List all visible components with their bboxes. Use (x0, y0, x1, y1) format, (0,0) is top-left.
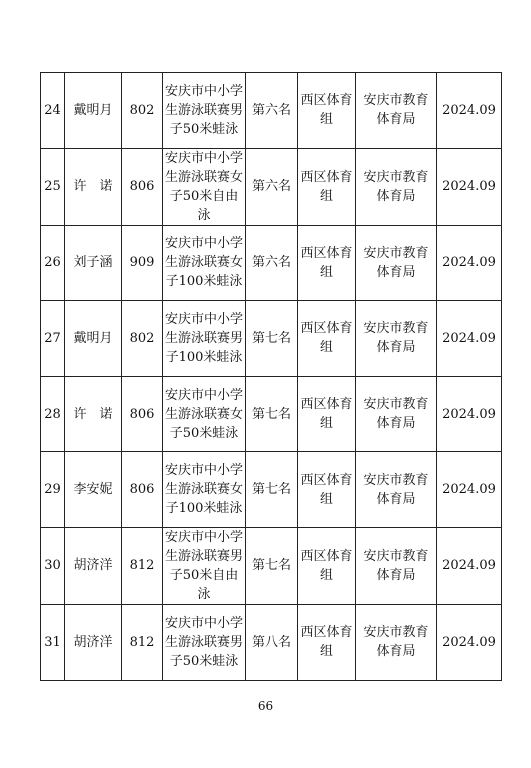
row-number-cell: 31 (41, 604, 65, 680)
coach-unit-cell: 西区体育组 (298, 225, 356, 301)
event-name-cell: 安庆市中小学生游泳联赛女子100米蛙泳 (163, 452, 246, 528)
class-number-cell: 812 (122, 604, 163, 680)
row-number-cell: 29 (41, 452, 65, 528)
award-date-cell: 2024.09 (437, 376, 502, 452)
table-row (41, 301, 502, 377)
issuing-authority-cell: 安庆市教育体育局 (356, 73, 437, 149)
table-row (41, 225, 502, 301)
award-date-cell: 2024.09 (437, 452, 502, 528)
coach-unit-cell: 西区体育组 (298, 301, 356, 377)
issuing-authority-cell: 安庆市教育体育局 (356, 452, 437, 528)
issuing-authority-cell: 安庆市教育体育局 (356, 604, 437, 680)
award-date-cell: 2024.09 (437, 527, 502, 604)
issuing-authority-cell: 安庆市教育体育局 (356, 148, 437, 225)
student-name-cell: 胡济洋 (65, 604, 122, 680)
award-rank-cell: 第七名 (246, 527, 298, 604)
student-name-cell: 刘子涵 (65, 225, 122, 301)
award-rank-cell: 第六名 (246, 148, 298, 225)
award-date-cell: 2024.09 (437, 604, 502, 680)
event-name-cell: 安庆市中小学生游泳联赛女子100米蛙泳 (163, 225, 246, 301)
row-number-cell: 25 (41, 148, 65, 225)
awards-table (40, 72, 502, 681)
award-rank-cell: 第七名 (246, 301, 298, 377)
event-name-cell: 安庆市中小学生游泳联赛女子50米蛙泳 (163, 376, 246, 452)
student-name-cell: 戴明月 (65, 301, 122, 377)
class-number-cell: 812 (122, 527, 163, 604)
awards-table-body (41, 73, 502, 681)
award-rank-cell: 第八名 (246, 604, 298, 680)
class-number-cell: 806 (122, 452, 163, 528)
class-number-cell: 802 (122, 301, 163, 377)
issuing-authority-cell: 安庆市教育体育局 (356, 527, 437, 604)
coach-unit-cell: 西区体育组 (298, 73, 356, 149)
table-row (41, 604, 502, 680)
award-rank-cell: 第六名 (246, 73, 298, 149)
row-number-cell: 28 (41, 376, 65, 452)
class-number-cell: 806 (122, 376, 163, 452)
class-number-cell: 802 (122, 73, 163, 149)
page-number: 66 (257, 699, 274, 713)
student-name-cell: 许 诺 (65, 376, 122, 452)
issuing-authority-cell: 安庆市教育体育局 (356, 376, 437, 452)
student-name-cell: 许 诺 (65, 148, 122, 225)
row-number-cell: 26 (41, 225, 65, 301)
table-row (41, 452, 502, 528)
coach-unit-cell: 西区体育组 (298, 148, 356, 225)
coach-unit-cell: 西区体育组 (298, 376, 356, 452)
row-number-cell: 27 (41, 301, 65, 377)
student-name-cell: 戴明月 (65, 73, 122, 149)
student-name-cell: 李安妮 (65, 452, 122, 528)
student-name-cell: 胡济洋 (65, 527, 122, 604)
event-name-cell: 安庆市中小学生游泳联赛男子100米蛙泳 (163, 301, 246, 377)
class-number-cell: 806 (122, 148, 163, 225)
row-number-cell: 30 (41, 527, 65, 604)
table-row (41, 527, 502, 604)
table-row (41, 376, 502, 452)
award-date-cell: 2024.09 (437, 148, 502, 225)
event-name-cell: 安庆市中小学生游泳联赛男子50米自由泳 (163, 527, 246, 604)
event-name-cell: 安庆市中小学生游泳联赛男子50米蛙泳 (163, 73, 246, 149)
table-row (41, 73, 502, 149)
award-date-cell: 2024.09 (437, 301, 502, 377)
coach-unit-cell: 西区体育组 (298, 604, 356, 680)
issuing-authority-cell: 安庆市教育体育局 (356, 225, 437, 301)
award-date-cell: 2024.09 (437, 73, 502, 149)
row-number-cell: 24 (41, 73, 65, 149)
coach-unit-cell: 西区体育组 (298, 452, 356, 528)
issuing-authority-cell: 安庆市教育体育局 (356, 301, 437, 377)
table-row (41, 148, 502, 225)
award-rank-cell: 第七名 (246, 376, 298, 452)
coach-unit-cell: 西区体育组 (298, 527, 356, 604)
award-rank-cell: 第七名 (246, 452, 298, 528)
award-rank-cell: 第六名 (246, 225, 298, 301)
event-name-cell: 安庆市中小学生游泳联赛女子50米自由泳 (163, 148, 246, 225)
class-number-cell: 909 (122, 225, 163, 301)
event-name-cell: 安庆市中小学生游泳联赛男子50米蛙泳 (163, 604, 246, 680)
award-date-cell: 2024.09 (437, 225, 502, 301)
